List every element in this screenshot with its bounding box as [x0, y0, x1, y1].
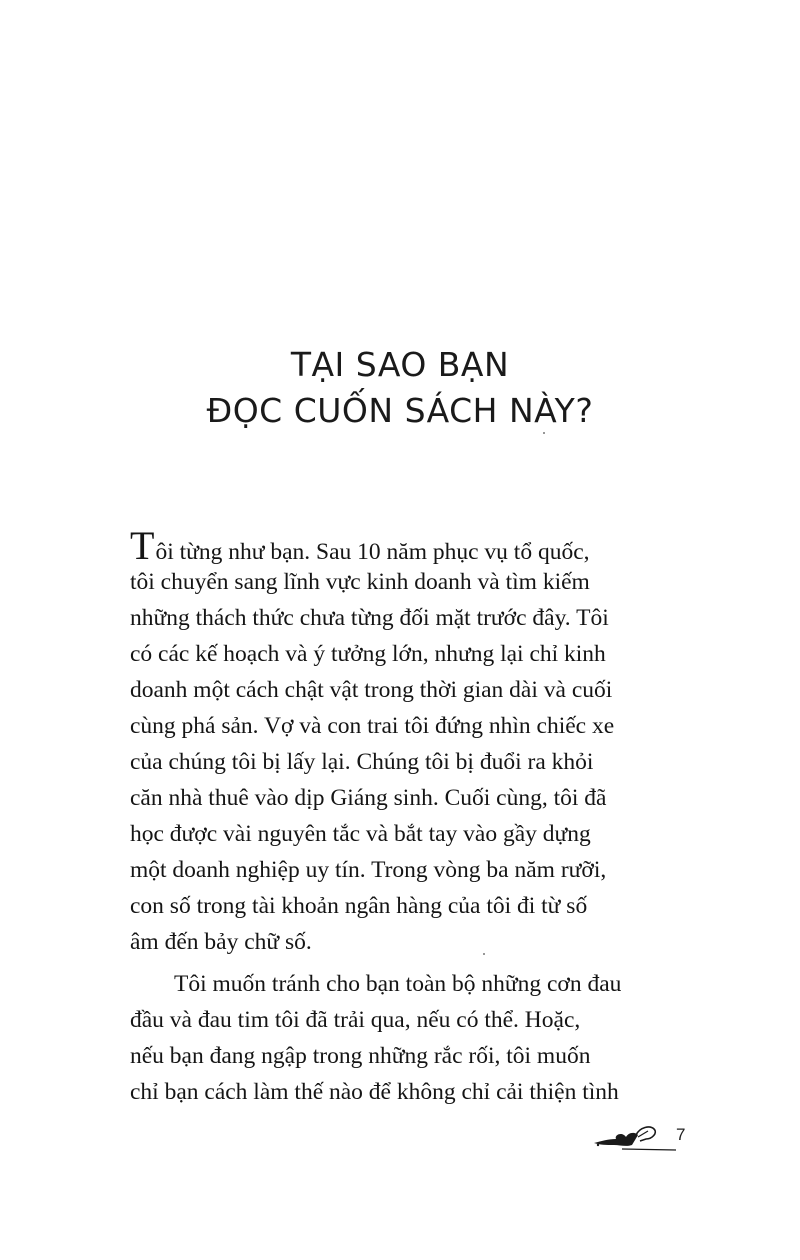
paragraph-1-line: tôi chuyển sang lĩnh vực kinh doanh và tìm kiếm [130, 569, 590, 595]
paragraph-2-line: chỉ bạn cách làm thế nào để không chỉ cải thiện tình [130, 1079, 619, 1105]
paragraph-1-line: cùng phá sản. Vợ và con trai tôi đứng nhìn chiếc xe [130, 713, 615, 739]
paragraph-1-line: căn nhà thuê vào dịp Giáng sinh. Cuối cùng, tôi đã [130, 785, 607, 811]
paragraph-1-line: học được vài nguyên tắc và bắt tay vào gầy dựng [130, 821, 591, 847]
print-speck [543, 432, 545, 434]
paragraph-1-line: có các kế hoạch và ý tưởng lớn, nhưng lại chỉ kinh [130, 641, 606, 667]
line-text: ôi từng như bạn. Sau 10 năm phục vụ tổ quốc, [155, 539, 590, 565]
paragraph-1-line: con số trong tài khoản ngân hàng của tôi đi từ số [130, 893, 588, 919]
chapter-title-line-1: TẠI SAO BẠN [290, 345, 510, 384]
paragraph-1-line: của chúng tôi bị lấy lại. Chúng tôi bị đuổi ra khỏi [130, 749, 594, 775]
paragraph-2-line: nếu bạn đang ngập trong những rắc rối, tôi muốn [130, 1043, 591, 1069]
paragraph-1-line: âm đến bảy chữ số. [130, 929, 312, 955]
drop-cap: T [130, 523, 155, 568]
page-footer [592, 1123, 702, 1163]
chapter-title-line-2: ĐỌC CUỐN SÁCH NÀY? [206, 391, 594, 430]
paragraph-2-line: Tôi muốn tránh cho bạn toàn bộ những cơn đau [174, 971, 622, 997]
paragraph-2-line: đầu và đau tim tôi đã trải qua, nếu có thể. Hoặc, [130, 1007, 581, 1033]
paragraph-1-line [130, 523, 590, 568]
pen-flourish-icon [592, 1123, 676, 1159]
paragraph-1-line: doanh một cách chật vật trong thời gian dài và cuối [130, 677, 613, 703]
page-number: 7 [676, 1125, 686, 1144]
paragraph-1-line: những thách thức chưa từng đối mặt trước đây. Tôi [130, 605, 609, 631]
print-speck [483, 953, 485, 955]
paragraph-1-line: một doanh nghiệp uy tín. Trong vòng ba năm rưỡi, [130, 857, 607, 883]
